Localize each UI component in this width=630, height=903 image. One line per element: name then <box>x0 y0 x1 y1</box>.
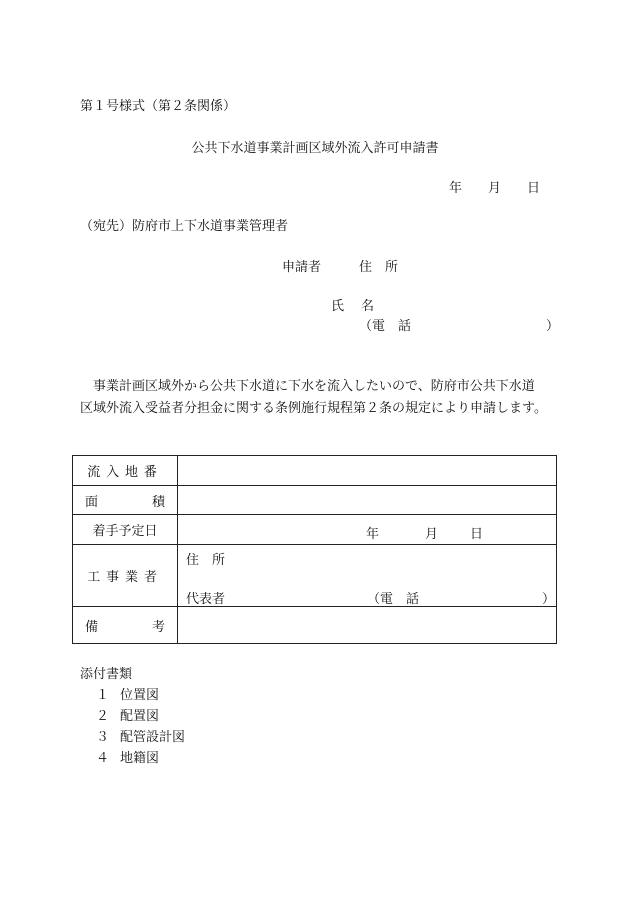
attachments <box>80 664 185 769</box>
attachment-item: ２ 配置図 <box>96 709 160 724</box>
start-date-value[interactable] <box>178 515 557 545</box>
contractor-value[interactable] <box>178 545 557 607</box>
attachment-item: ４ 地籍図 <box>96 751 160 766</box>
start-day-label: 日 <box>470 527 484 542</box>
document-title: 公共下水道事業計画区域外流入許可申請書 <box>191 141 439 156</box>
request-statement <box>80 376 560 420</box>
applicant-name-label <box>331 299 375 314</box>
date-month-label: 月 <box>488 181 502 196</box>
name-label-2: 名 <box>361 299 375 314</box>
area-value[interactable] <box>178 486 557 515</box>
statement-line-2: 区域外流入受益者分担金に関する条例施行規程第２条の規定により申請します。 <box>80 401 547 416</box>
form-number: 第１号様式（第２条関係） <box>80 99 237 114</box>
applicant-label: 申請者 <box>282 260 322 275</box>
contractor-address-label: 住 所 <box>186 553 226 568</box>
name-label-1: 氏 <box>331 299 345 314</box>
attachment-item: ３ 配管設計図 <box>96 730 186 745</box>
inflow-lot-label: 流入地番 <box>73 456 178 486</box>
contractor-rep-label: 代表者 <box>186 592 226 607</box>
date-day-label: 日 <box>527 181 541 196</box>
attachment-item: １ 位置図 <box>96 688 160 703</box>
remarks-label: 備 考 <box>73 607 178 644</box>
inflow-lot-value[interactable] <box>178 456 557 486</box>
contractor-phone-close: ） <box>542 592 556 607</box>
addressee: （宛先）防府市上下水道事業管理者 <box>80 219 289 234</box>
attachments-heading: 添付書類 <box>80 667 133 682</box>
phone-close: ） <box>546 319 560 334</box>
area-label: 面 積 <box>73 486 178 515</box>
date-year-label: 年 <box>449 181 463 196</box>
contractor-phone-open: （電 話 <box>367 592 420 607</box>
start-year-label: 年 <box>366 527 380 542</box>
statement-line-1: 事業計画区域外から公共下水道に下水を流入したいので、防府市公共下水道 <box>93 379 535 394</box>
start-month-label: 月 <box>425 527 439 542</box>
contractor-label: 工事業者 <box>73 545 178 607</box>
start-date-label: 着手予定日 <box>73 515 178 545</box>
phone-open: （電 話 <box>359 319 412 334</box>
remarks-value[interactable] <box>178 607 557 644</box>
application-table <box>72 455 557 644</box>
applicant-address-label: 住 所 <box>359 260 399 275</box>
